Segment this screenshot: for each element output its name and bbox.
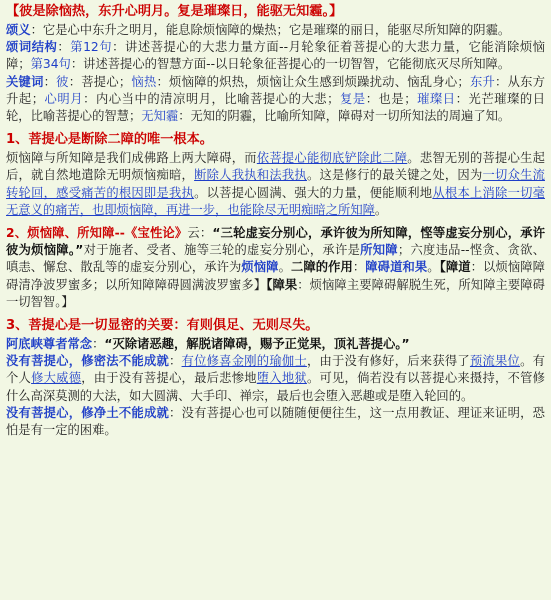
verse-meaning-label: 颂义 bbox=[6, 23, 31, 37]
tantra-paragraph: 没有菩提心，修密法不能成就：有位修喜金刚的瑜伽士，由于没有修好，后来获得了预流果位。有个人修大威德，由于没有菩提心，最后悲惨地堕入地狱。可见，倘若没有以菩提心来摄持，不管修什么高深莫测的大法，如大圆满、大手印、禅宗，最后也会堕入恶趣或是堕入轮回的。 bbox=[6, 354, 545, 403]
quote-text: “灭除诸恶趣，解脱诸障碍，赐予正觉果，顶礼菩提心。” bbox=[104, 337, 410, 352]
highlight-text: 依菩提心能彻底铲除此二障 bbox=[256, 151, 408, 166]
keyword: 复是 bbox=[339, 91, 366, 106]
keyword: 璀璨日 bbox=[416, 91, 456, 106]
section-1-heading: 1、菩提心是断除二障的唯一根本。 bbox=[6, 132, 213, 148]
keyword: 彼 bbox=[56, 74, 69, 89]
keyword: 东升 bbox=[469, 74, 496, 89]
term: 【障果 bbox=[266, 277, 298, 292]
highlight-text: 堕入地狱 bbox=[256, 371, 307, 386]
term: 所知障 bbox=[360, 243, 398, 258]
atisha-paragraph: 阿底峡尊者常念：“灭除诸恶趣，解脱诸障碍，赐予正觉果，顶礼菩提心。” bbox=[6, 337, 410, 352]
verse-structure-paragraph: 颂词结构：第12句：讲述菩提心的大悲力量方面--月轮象征着菩提心的大悲力量，它能消除烦恼障；第34句：讲述菩提心的智慧方面--以日轮象征菩提心的一切智智，它能彻底灭尽所知障。 bbox=[6, 40, 545, 72]
verse-heading: 【彼是除恼热，东升心明月。复是璀璨日，能驱无知霾。】 bbox=[6, 4, 343, 19]
highlight-text: 有位修喜金刚的瑜伽士 bbox=[181, 354, 307, 369]
section-2-heading: 2、烦恼障、所知障--《宝性论》 bbox=[6, 226, 188, 241]
keywords-label: 关键词 bbox=[6, 74, 44, 89]
highlight-text: 一切众生流转轮回，感受痛苦的根因即是我执 bbox=[6, 168, 545, 200]
term: 障碍道和果 bbox=[365, 260, 428, 275]
atisha-label: 阿底峡尊者常念 bbox=[6, 337, 93, 352]
pureland-label: 没有菩提心，修净土不能成就 bbox=[6, 405, 170, 420]
keywords-paragraph: 关键词：彼：菩提心；恼热：烦恼障的炽热，烦恼让众生感到烦躁扰动、恼乱身心；东升：从东方升起；心明月：内心当中的清凉明月，比喻菩提心的大悲；复是：也是；璀璨日：光芒璀璨的日轮，比喻菩提心的智慧；无知霾：无知的阴霾，比喻所知障，障碍对一切所知法的周遍了知。 bbox=[6, 74, 545, 124]
highlight-text: 预流果位 bbox=[469, 354, 521, 369]
pureland-paragraph: 没有菩提心，修净土不能成就：没有菩提心也可以随随便便往生，这一点用教证、理证来证明，恐怕是有一定的困难。 bbox=[6, 405, 545, 438]
highlight-text: 从根本上消除一切毫无意义的痛苦，也即烦恼障，再进一步，也能除尽无明痴暗之所知障 bbox=[6, 185, 545, 217]
term: 烦恼障 bbox=[241, 260, 279, 275]
keyword: 心明月 bbox=[44, 91, 84, 106]
keyword: 无知霾 bbox=[141, 109, 179, 124]
term: 【障道 bbox=[439, 260, 471, 275]
section-1-body: 烦恼障与所知障是我们成佛路上两大障碍，而依菩提心能彻底铲除此二障。悲智无别的菩提心生起后，就自然地遣除无明烦恼痴暗，断除人我执和法我执。这是修行的最关键之处，因为一切众生流转轮回，感受痛苦的根因即是我执。以菩提心圆满、强大的力量，便能顺利地从根本上消除一切毫无意义的痛苦，也即烦恼障，再进一步，也能除尽无明痴暗之所知障。 bbox=[6, 151, 545, 217]
verse-structure-label: 颂词结构 bbox=[6, 40, 58, 55]
line-ref-34: 第34句 bbox=[30, 57, 71, 72]
highlight-text: 断除人我执和法我执 bbox=[194, 168, 307, 183]
keyword: 恼热 bbox=[131, 74, 157, 89]
section-2-body: 2、烦恼障、所知障--《宝性论》云：“三轮虚妄分别心，承许彼为所知障，悭等虚妄分别心，承许彼为烦恼障。”对于施者、受者、施等三轮的虚妄分别心，承许是所知障；六度违品--悭贪、贪欲、嗔恚、懈怠、散乱等的虚妄分别心，承许为烦恼障。二障的作用：障碍道和果。【障道：以烦恼障障碍清净波罗蜜多；以所知障障碍圆满波罗蜜多】【障果：烦恼障主要障碍解脱生死，所知障主要障碍一切智智。】 bbox=[6, 226, 546, 309]
tantra-label: 没有菩提心，修密法不能成就 bbox=[6, 354, 169, 369]
term: 二障的作用 bbox=[290, 260, 353, 275]
highlight-text: 修大威德 bbox=[31, 371, 82, 386]
quote-text: “三轮虚妄分别心，承许彼为所知障，悭等虚妄分别心，承许彼为烦恼障。” bbox=[6, 226, 545, 258]
verse-meaning-paragraph: 颂义：它是心中东升之明月，能息除烦恼障的燥热；它是璀璨的丽日，能驱尽所知障的阴霾。 bbox=[6, 23, 511, 37]
line-ref-12: 第12句 bbox=[70, 40, 113, 55]
section-3-heading: 3、菩提心是一切显密的关要：有则俱足、无则尽失。 bbox=[6, 318, 319, 334]
